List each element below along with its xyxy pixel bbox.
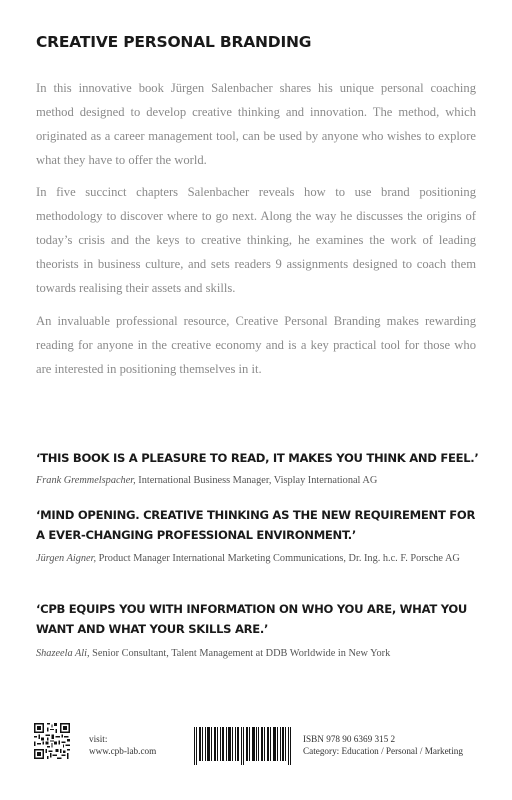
testimonial-quote-1: ‘THIS BOOK IS A PLEASURE TO READ, IT MAKES YOU THINK AND FEEL.’ <box>36 451 479 465</box>
testimonial-author-1: Frank Gremmelspacher, <box>36 475 136 486</box>
qr-code-icon <box>34 723 70 759</box>
testimonial-quote-2: ‘MIND OPENING. CREATIVE THINKING AS THE NEW REQUIREMENT FOR A EVER-CHANGING PROFESSIONAL ENVIRONMENT.’ <box>36 508 476 542</box>
description-paragraph-1: In this innovative book Jürgen Salenbacher shares his unique personal coaching method designed to develop creative thinking and innovation. The method, which originated as a career management tool, can be used by anyone who wishes to explore what they have to offer the world. <box>36 81 476 167</box>
book-category: Category: Education / Personal / Marketing <box>303 746 463 756</box>
visit-label: visit: <box>89 734 108 744</box>
testimonial-attribution-3 <box>36 646 486 662</box>
testimonial-author-3: Shazeela Ali, <box>36 648 90 659</box>
isbn-number: ISBN 978 90 6369 315 2 <box>303 734 396 744</box>
testimonial-author-2: Jürgen Aigner, <box>36 553 97 564</box>
testimonial-role-1: International Business Manager, Visplay International AG <box>135 475 378 486</box>
description-paragraph-3: An invaluable professional resource, Creative Personal Branding makes rewarding reading for anyone in the creative economy and is a key practical tool for those who are interested in positioning themselves in it. <box>36 314 476 376</box>
description-paragraph-2: In five succinct chapters Salenbacher reveals how to use brand positioning methodology to discover where to go next. Along the way he discusses the origins of today’s crisis and the keys to creative thinking, he examines the work of leading theorists in business culture, and sets readers 9 assignments designed to coach them towards realising their assets and skills. <box>36 185 476 295</box>
testimonial-role-2: Product Manager International Marketing Communications, Dr. Ing. h.c. F. Porsche AG <box>96 553 460 564</box>
testimonial-quote-3: ‘CPB EQUIPS YOU WITH INFORMATION ON WHO YOU ARE, WHAT YOU WANT AND WHAT YOUR SKILLS ARE.’ <box>36 602 468 636</box>
testimonial-role-3: Senior Consultant, Talent Management at DDB Worldwide in New York <box>89 648 391 659</box>
testimonial-attribution-1 <box>36 473 486 489</box>
website-link[interactable]: www.cpb-lab.com <box>89 746 157 756</box>
barcode-icon <box>194 727 292 765</box>
testimonial-attribution-2 <box>36 551 486 567</box>
book-title: CREATIVE PERSONAL BRANDING <box>36 33 312 51</box>
